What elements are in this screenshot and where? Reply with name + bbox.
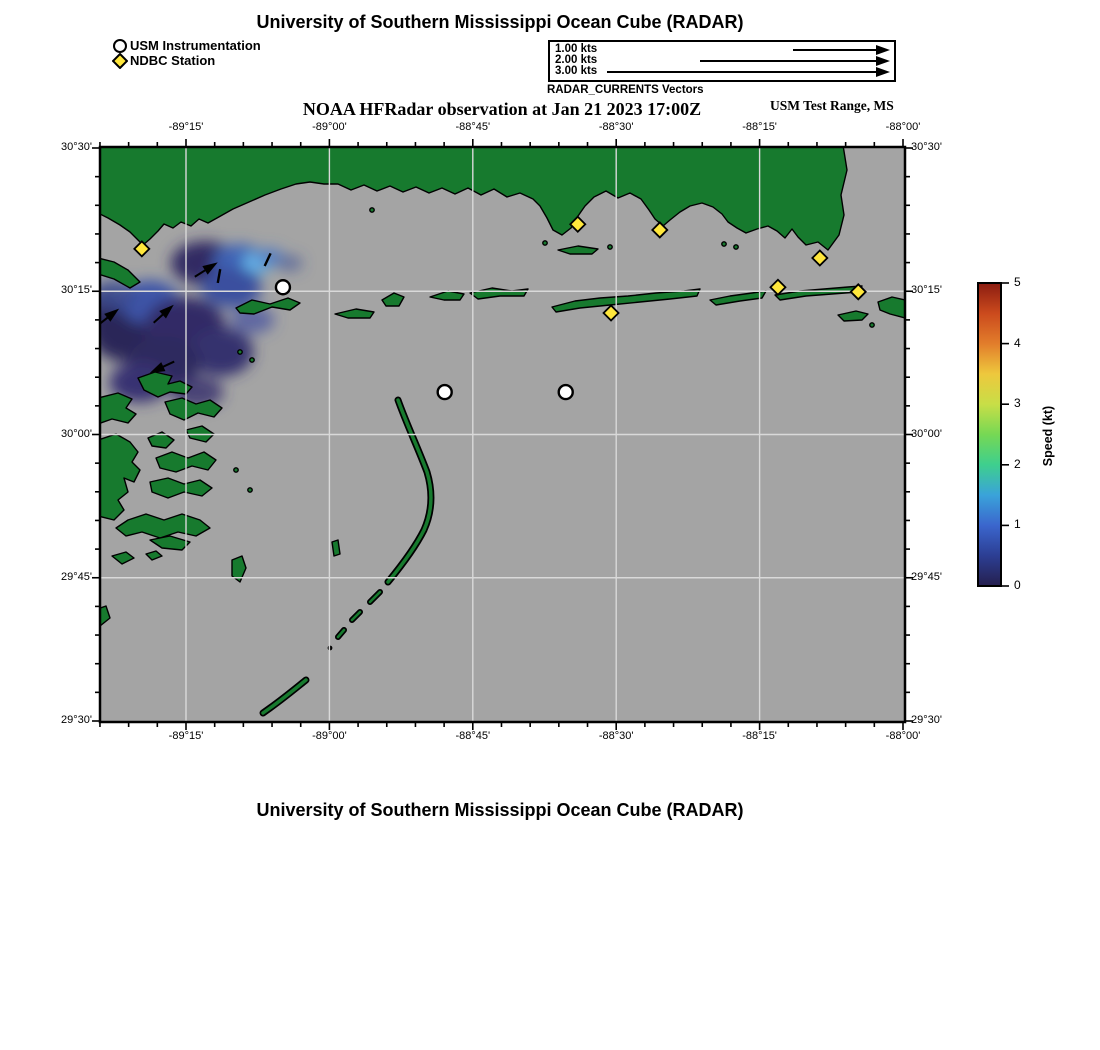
vector-scale-2kt-label: 2.00 kts [555, 54, 598, 66]
lat-tick-label-left: 29°45' [61, 570, 92, 583]
lon-tick-label-bottom: -88°00' [885, 730, 921, 742]
lon-tick-label-top: -88°00' [885, 121, 921, 133]
lat-tick-label-left: 29°30' [61, 714, 92, 726]
page-title: University of Southern Mississippi Ocean Cube (RADAR) [256, 12, 744, 32]
bottom-title: University of Southern Mississippi Ocean Cube (RADAR) [256, 800, 744, 820]
legend-ndbc-label: NDBC Station [130, 53, 216, 68]
vector-scale-3kt-label: 3.00 kts [555, 65, 598, 77]
speed-patch [277, 255, 303, 271]
usm-station-marker [559, 385, 573, 399]
colorbar-tick-label: 2 [1014, 456, 1021, 471]
usm-station-marker [276, 280, 290, 294]
colorbar-ticks [1001, 283, 1009, 586]
test-range-label: USM Test Range, MS [770, 98, 894, 113]
islet [248, 488, 252, 492]
colorbar [978, 283, 1001, 586]
lon-tick-label-bottom: -88°30' [598, 730, 634, 742]
islet [608, 245, 612, 249]
islet [238, 350, 242, 354]
islet [332, 540, 340, 556]
lat-tick-label-left: 30°30' [61, 141, 92, 153]
vector-scale-caption: RADAR_CURRENTS Vectors [547, 84, 704, 96]
lon-tick-label-bottom: -89°15' [168, 730, 204, 742]
islet [734, 245, 738, 249]
colorbar-tick-label: 1 [1014, 517, 1021, 532]
islet [543, 241, 547, 245]
vector-scale-1kt-label: 1.00 kts [555, 43, 598, 55]
lon-tick-label-top: -89°00' [312, 121, 347, 133]
islet [234, 468, 238, 472]
islet [250, 358, 254, 362]
colorbar-tick-label: 3 [1014, 396, 1021, 411]
colorbar-tick-label: 5 [1014, 275, 1021, 289]
islet [870, 323, 874, 327]
lon-tick-label-bottom: -89°00' [312, 730, 347, 742]
lon-tick-label-top: -89°15' [168, 121, 204, 133]
lat-tick-label-right: 30°30' [911, 141, 942, 153]
islet [722, 242, 726, 246]
lon-tick-label-top: -88°30' [598, 121, 634, 133]
lat-tick-label-right: 29°30' [911, 714, 942, 726]
colorbar-tick-label: 4 [1014, 335, 1021, 350]
colorbar-title: Speed (kt) [1041, 405, 1055, 467]
lon-tick-label-bottom: -88°15' [742, 730, 777, 742]
lon-tick-label-top: -88°45' [455, 121, 491, 133]
lat-tick-label-right: 29°45' [911, 570, 942, 583]
legend-usm-label: USM Instrumentation [130, 38, 261, 53]
lat-tick-label-right: 30°00' [911, 427, 942, 440]
lon-tick-label-top: -88°15' [742, 121, 777, 133]
colorbar-tick-label: 0 [1014, 578, 1021, 592]
islet [370, 208, 374, 212]
lat-tick-label-left: 30°00' [61, 427, 92, 440]
lat-tick-label-right: 30°15' [911, 284, 942, 297]
usm-station-marker [438, 385, 452, 399]
lon-tick-label-bottom: -88°45' [455, 730, 491, 742]
observation-subtitle: NOAA HFRadar observation at Jan 21 2023 17:00Z [302, 99, 702, 119]
lat-tick-label-left: 30°15' [61, 284, 92, 297]
